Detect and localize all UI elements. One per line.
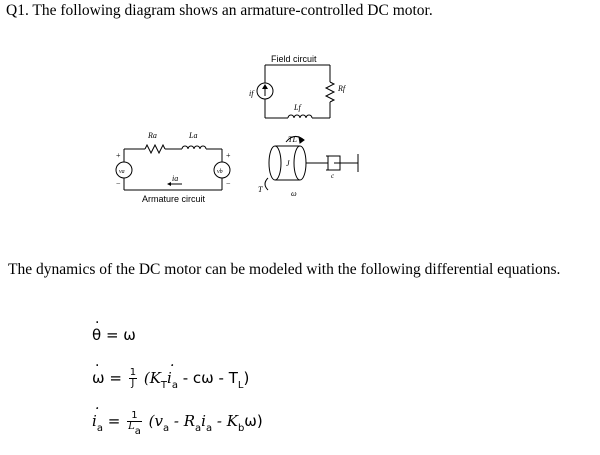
symbol-vb: vb bbox=[217, 169, 223, 175]
eq3-term-a: (v bbox=[148, 412, 163, 430]
question-text: Q1. The following diagram shows an armature-controlled DC motor. bbox=[6, 2, 433, 19]
eq2-frac-num: 1 bbox=[129, 367, 137, 378]
eq2-term-b: · i bbox=[167, 369, 172, 387]
eq3-term-d: - K bbox=[212, 412, 238, 430]
eq2-term-a: (K bbox=[143, 369, 161, 387]
field-circuit-label: Field circuit bbox=[271, 54, 317, 64]
eq2-frac-den: J bbox=[131, 378, 135, 389]
eq2-term-b-sub: a bbox=[171, 380, 178, 391]
symbol-va: va bbox=[119, 169, 125, 175]
equation-3 bbox=[92, 410, 263, 437]
equation-1 bbox=[92, 326, 136, 344]
eq3-term-c-sub: a bbox=[205, 423, 213, 434]
intro-text: The dynamics of the DC motor can be modeled with the following differential equations. bbox=[8, 261, 561, 278]
armature-circuit-label: Armature circuit bbox=[142, 194, 206, 204]
eq1-lhs: · θ bbox=[92, 326, 101, 344]
symbol-j: J bbox=[286, 159, 290, 168]
eq3-frac-den-main: L bbox=[128, 421, 135, 432]
minus-right: − bbox=[226, 179, 231, 188]
eq3-lhs-sub: a bbox=[96, 423, 103, 434]
eq3-fraction bbox=[127, 410, 142, 437]
symbol-lf: Lf bbox=[294, 103, 301, 112]
minus-left: − bbox=[116, 179, 121, 188]
symbol-rf: Rf bbox=[338, 84, 346, 93]
eq3-term-b-sub: a bbox=[195, 423, 202, 434]
eq2-lhs: · ω bbox=[92, 369, 105, 387]
eq2-term-a-sub: T bbox=[160, 380, 168, 391]
symbol-c: c bbox=[331, 172, 335, 180]
eq3-term-c: i bbox=[201, 412, 206, 430]
eq3-term-d-sub: b bbox=[237, 423, 245, 434]
eq3-term-a-sub: a bbox=[162, 423, 170, 434]
damper bbox=[318, 154, 358, 172]
eq3-frac-den bbox=[127, 421, 142, 437]
symbol-tl: TL bbox=[288, 135, 297, 144]
eq1-rhs: = ω bbox=[105, 326, 136, 344]
eq3-term-b: - R bbox=[169, 412, 196, 430]
eq2-term-d: ) bbox=[243, 369, 250, 387]
eq3-frac-num: 1 bbox=[127, 411, 142, 422]
symbol-ia: ia bbox=[172, 174, 179, 183]
symbol-omega: ω bbox=[291, 189, 297, 198]
field-current-source bbox=[257, 83, 273, 99]
symbol-ra: Ra bbox=[148, 131, 157, 140]
plus-left: + bbox=[116, 151, 121, 160]
rotor-inertia bbox=[265, 136, 318, 190]
eq2-term-c: - cω - T bbox=[177, 369, 238, 387]
armature-circuit bbox=[124, 145, 222, 190]
plus-right: + bbox=[226, 151, 231, 160]
eq3-term-e: ω) bbox=[244, 412, 263, 430]
eq3-equals: = bbox=[107, 412, 121, 430]
eq2-fraction bbox=[129, 368, 137, 389]
eq3-lhs: · i bbox=[92, 412, 97, 430]
eq2-term-c-sub: L bbox=[237, 380, 244, 391]
eq2-equals: = bbox=[109, 369, 122, 387]
symbol-if: if bbox=[249, 89, 254, 98]
symbol-la: La bbox=[189, 131, 198, 140]
symbol-t: T bbox=[258, 185, 263, 194]
equation-2 bbox=[92, 368, 249, 389]
eq3-frac-den-sub: a bbox=[134, 426, 141, 437]
